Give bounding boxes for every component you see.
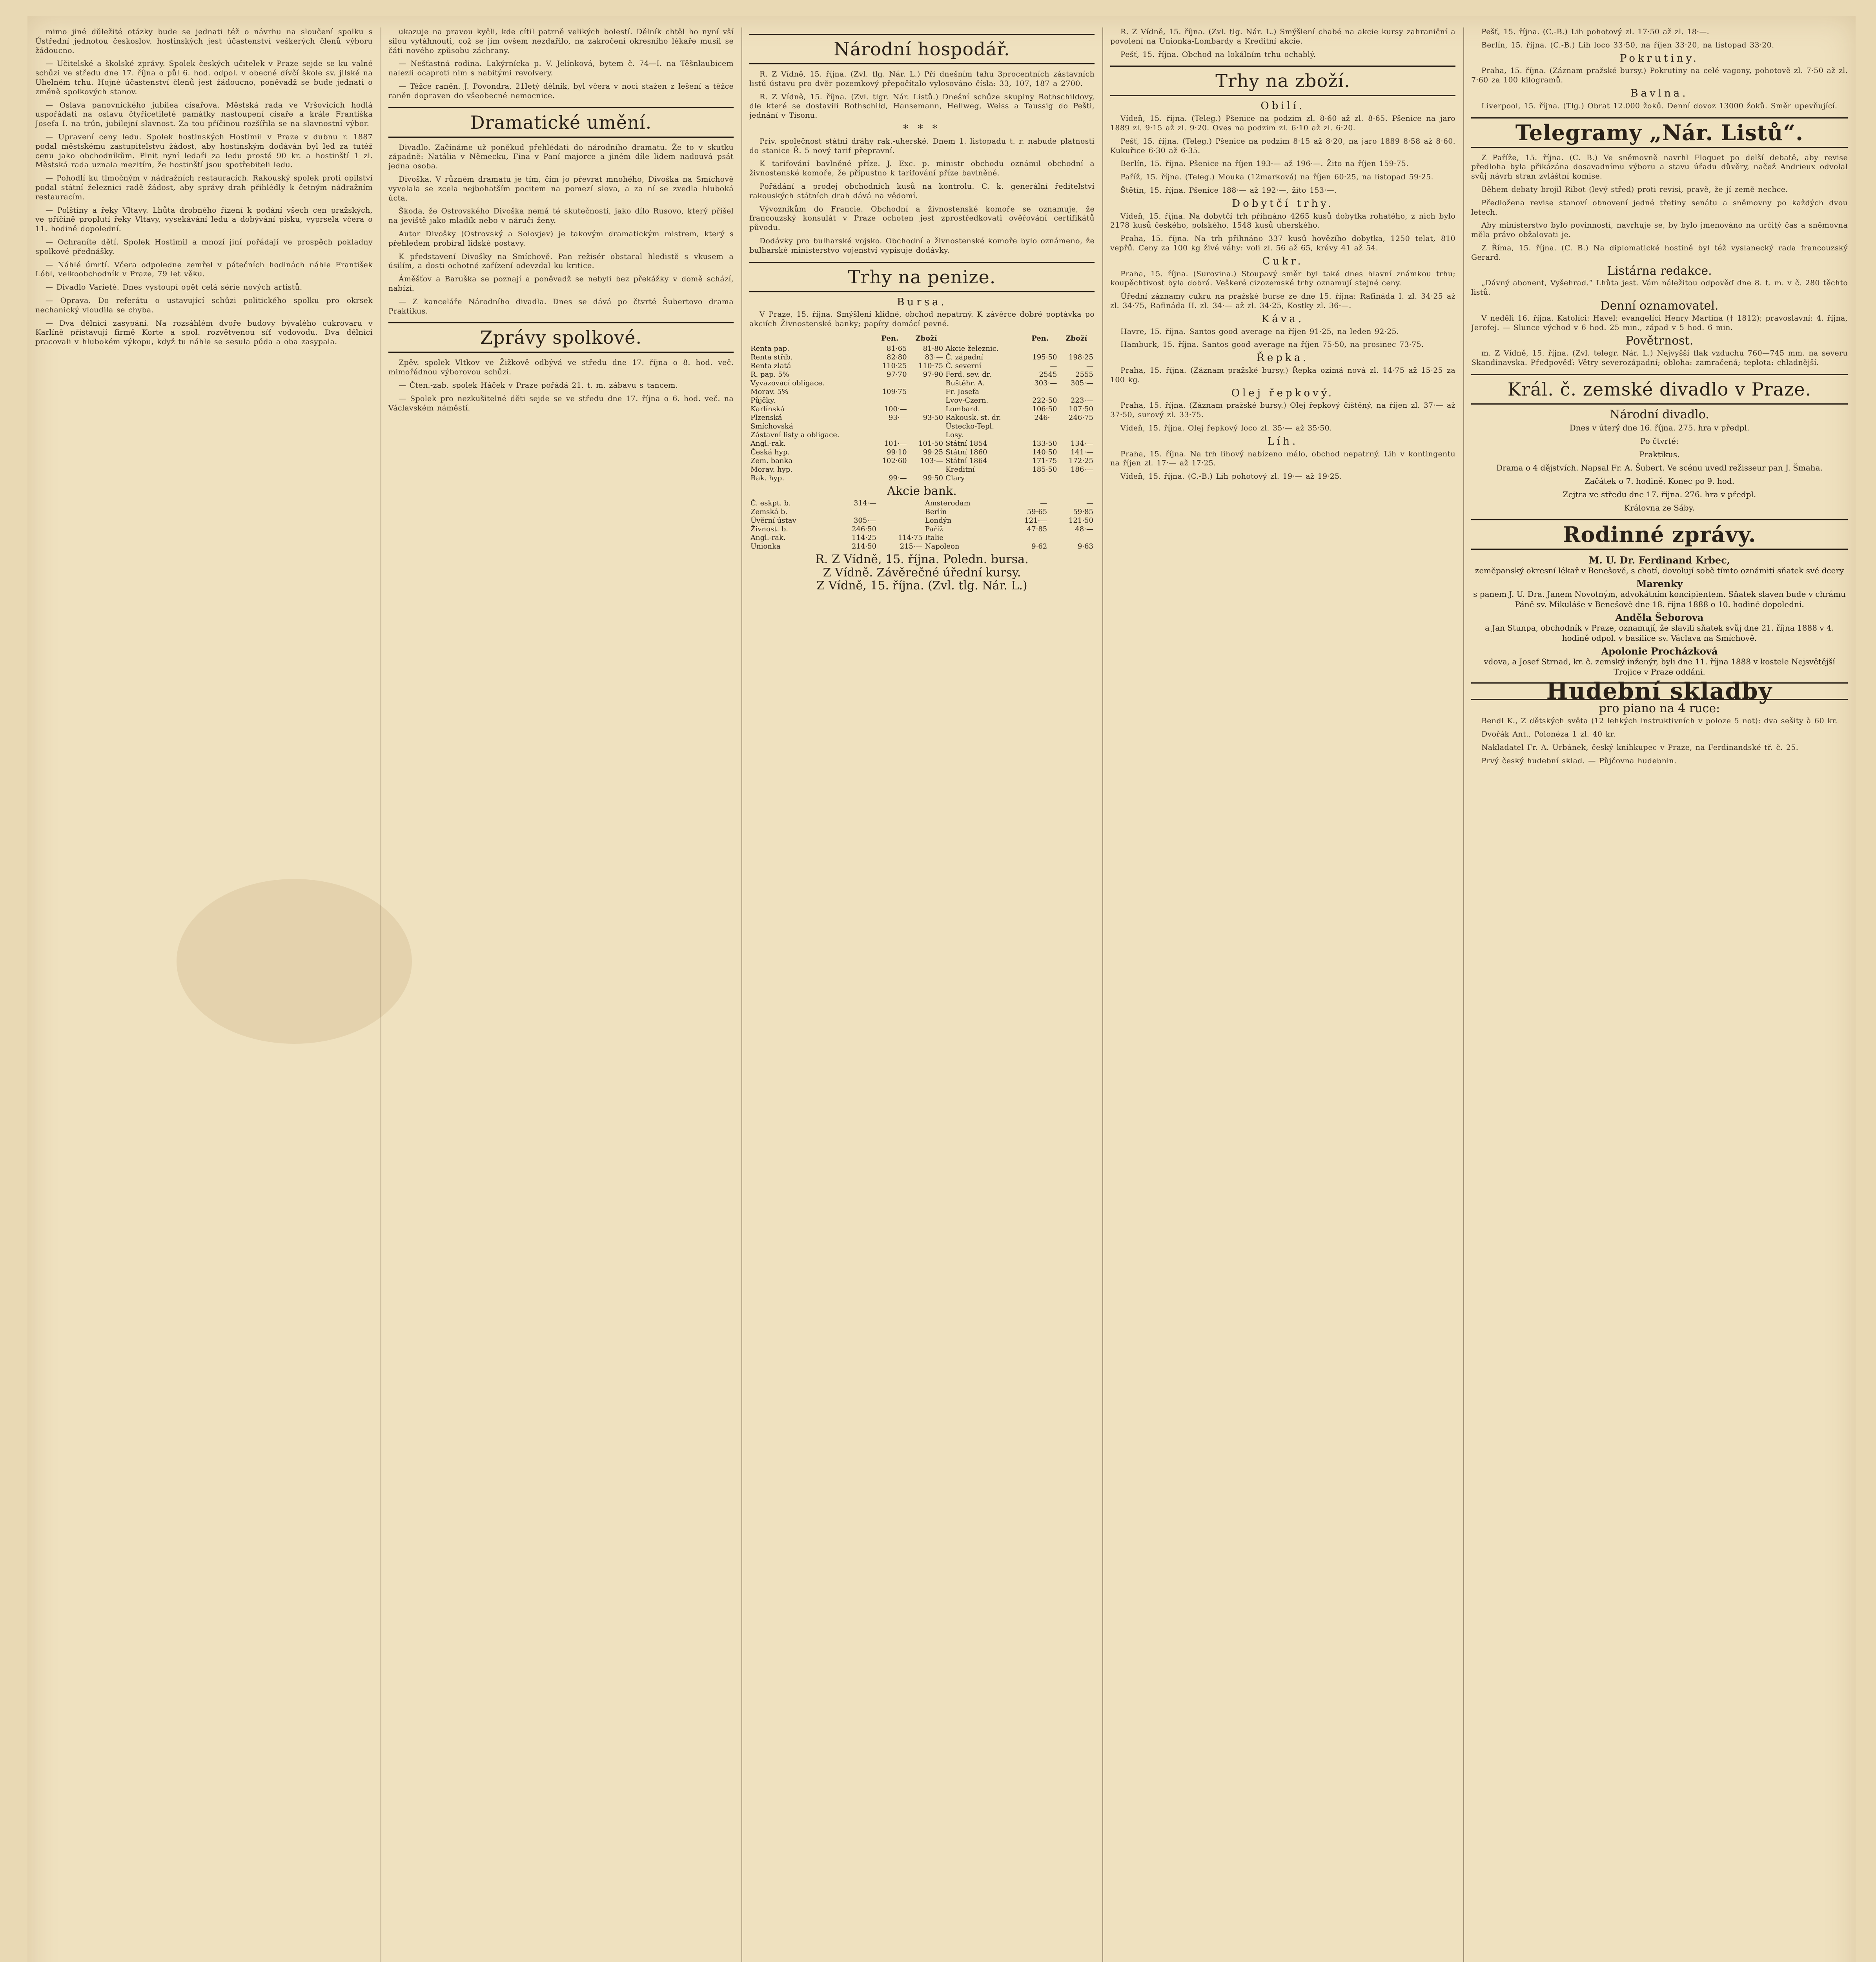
article-paragraph: „Dávný abonent, Vyšehrad.“ Lhůta jest. Vám náležitou odpověď dne 8. t. m. v č. 280 těchto listů. (1471, 279, 1848, 297)
table-cell: 121·50 (1069, 516, 1093, 525)
table-cell (1058, 431, 1095, 439)
table-cell: Č. severní (945, 361, 982, 370)
article-paragraph: R. Z Vídně, 15. října. (Zvl. tlg. Nár. L.) Smýšlení chabé na akcie kursy zahraniční a povolení na Unionka-Lombardy a Kreditní akcie. (1110, 27, 1455, 46)
article-paragraph: — Nešťastná rodina. Lakýrnícka p. V. Jelínková, bytem č. 74—I. na Těšnlaubicem nalezli ocaproti nim s nabitými revolvery. (388, 59, 734, 78)
table-cell (1022, 474, 1058, 483)
table-cell (831, 508, 878, 516)
table-cell: 223·— (1070, 396, 1093, 405)
table-cell: Karlínská (750, 405, 785, 413)
table-cell: Plzenská (750, 413, 782, 422)
table-row (749, 379, 1095, 388)
article-paragraph: — Oslava panovnického jubilea císařova. Městská rada ve Vršovicích hodlá uspořádati na oslavu čtyřicetileté památky nastoupení císaře a krále Františka Josefa I. na trůn, jubilejní slavnost. Za tou příčinou rozšířila se na slavnostní výbor. (35, 100, 373, 128)
article-paragraph: Štětín, 15. října. Pšenice 188·— až 192·—, žito 153·—. (1120, 186, 1337, 195)
theatre-line: Zejtra ve středu dne 17. října. 276. hra v předpl. (1563, 489, 1756, 499)
table-cell: 106·50 (1032, 405, 1057, 413)
subsection-repka: Řepka. (1257, 352, 1309, 364)
separator-stars: * * * (903, 122, 941, 135)
table-cell: Angl.-rak. (750, 439, 786, 448)
family-notice (1471, 646, 1848, 677)
table-cell: 9·62 (1031, 542, 1047, 551)
article-paragraph: — Náhlé úmrtí. Včera odpoledne zemřel v pátečních hodinách náhle František Lóbl, velkoobchodník v Praze, 79 let věku. (35, 260, 373, 279)
article-paragraph: Liverpool, 15. října. (Tlg.) Obrat 12.000 žoků. Denní dovoz 13000 žoků. Směr upevňující. (1481, 101, 1838, 110)
family-notice (1471, 613, 1848, 643)
table-cell: 99·— (888, 474, 907, 482)
table-row (749, 457, 1095, 465)
notice-text: zeměpanský okresní lékař v Benešově, s chotí, dovolují sobě tímto oznámiti sňatek své dcery (1475, 565, 1844, 575)
table-cell: 100·— (884, 405, 907, 413)
table-row (749, 508, 1095, 516)
table-cell: Č. západní (945, 353, 984, 361)
table-cell (872, 431, 908, 439)
table-cell (872, 379, 908, 388)
table-cell: 2545 (1039, 370, 1057, 379)
article-paragraph: R. Z Vídně, 15. října. (Zvl. tlg. Nár. L.) Při dnešním tahu 3procentních zástavních listů ústavu pro dvěr pozemkový přepočítalo vylosováno čísla: 33, 107, 187 a 2700. (749, 70, 1095, 88)
table-cell: 59·65 (1027, 507, 1047, 516)
subsection-bursa: Bursa. (897, 296, 947, 308)
table-cell: 246·50 (852, 525, 877, 533)
table-row (749, 414, 1095, 422)
table-cell (1022, 431, 1058, 439)
table-cell: 101·— (884, 439, 907, 448)
table-cell: 109·75 (882, 387, 907, 396)
table-cell: — (1086, 499, 1093, 507)
section-title-povetrnost: Povětrnost. (1625, 334, 1694, 348)
subsection-cukr: Cukr. (1262, 255, 1304, 267)
column-1 (35, 27, 373, 1962)
article-paragraph: — Těžce raněn. J. Povondra, 21letý dělník, byl včera v noci stažen z lešení a těžce raněn dopraven do všeobecné nemocnice. (388, 82, 734, 100)
table-cell: 172·25 (1069, 456, 1093, 465)
article-paragraph: — Pohodlí ku tlmočným v nádražních restauracích. Rakouský spolek proti opilství podal státní železnici radě žádost, aby správy drah přihlédly k četným nádražním restauracím. (35, 174, 373, 201)
table-cell: 82·80 (887, 353, 907, 361)
notice-name: Marenky (1636, 578, 1683, 589)
table-cell: 97·90 (923, 370, 943, 379)
article-paragraph: V neděli 16. října. Katolíci: Havel; evangelíci Henry Martina († 1812); pravoslavní: 4. října, Jerofej. — Slunce východ v 6 hod. 25 min., západ v 5 hod. 6 min. (1471, 314, 1848, 332)
table-cell: Amsterodam (925, 499, 971, 507)
table-cell: 114·25 (852, 533, 877, 542)
table-row (749, 534, 1095, 542)
table-cell: Vyvazovací obligace. (750, 379, 825, 387)
table-cell (878, 499, 924, 508)
table-cell (1058, 422, 1095, 431)
table-cell: 133·50 (1032, 439, 1057, 448)
table-cell: Renta pap. (750, 344, 789, 353)
article-paragraph: Divadlo. Začínáme už poněkud přehlédati do národního dramatu. Že to v skutku západně: Natália v Německu, Fina v Paní majorce a jiném díle lidem nadouvá psát jedna osoba. (388, 143, 734, 171)
table-header-cell (944, 333, 1022, 345)
table-cell: Italie (925, 533, 943, 542)
table-cell: Č. eskpt. b. (750, 499, 791, 507)
table-cell (1058, 388, 1095, 396)
table-cell: Unionka (750, 542, 781, 551)
table-cell: Losy. (945, 430, 963, 439)
table-cell: Morav. 5% (750, 387, 789, 396)
table-cell: 305·— (1070, 379, 1093, 387)
table-cell: 314·— (853, 499, 877, 507)
table-cell: Renta zlatá (750, 361, 791, 370)
table-cell (908, 396, 945, 405)
article-paragraph: Divoška. V různém dramatu je tím, čím jo převrat mnohého, Divoška na Smíchově vyvolala se zcela nejbohatším pocitem na pomezí slova, a za ní se zvedla hluboká úcta. (388, 175, 734, 202)
table-row (749, 516, 1095, 525)
article-paragraph: ukazuje na pravou kyčli, kde cítil patrně velikých bolestí. Dělník chtěl ho nyní vší silou vytáhnouti, což se jim ovšem nezdařilo, na zakročení okresního lékaře musil se čáti nového způsobu záchrany. (388, 27, 734, 55)
article-paragraph: K představení Divošky na Smíchově. Pan režisér obstaral hledistě s vkusem a úsilím, a dosti ochotné zařízení odevzdal ku kritice. (388, 252, 734, 270)
article-paragraph: Z Paříže, 15. října. (C. B.) Ve sněmovně navrhl Floquet po delší debatě, aby revise předloha byla přikázána dosavadnímu výboru a stavu úřadu důvěry, načež Andrieux odvolal svůj návrh stran zvláštní komise. (1471, 153, 1848, 181)
article-paragraph: R. Z Vídně, 15. října. (Zvl. tlgr. Nár. Listů.) Dnešní schůze skupiny Rothschildovy, dle které se dostavili Rothschild, Hansemann, Hellweg, Weiss a Taussig do Pešti, jednání v Tisonu. (749, 92, 1095, 120)
newspaper-page (27, 16, 1856, 1962)
article-paragraph: Z Říma, 15. října. (C. B.) Na diplomatické hostině byl též vyslanecký rada francouzský Gerard. (1471, 243, 1848, 262)
table-cell: 81·80 (923, 344, 943, 353)
table-cell: — (1086, 361, 1093, 370)
table-cell: Morav. hyp. (750, 465, 793, 474)
table-cell: 246·— (1034, 413, 1057, 422)
table-cell: 102·60 (882, 456, 907, 465)
table-cell: Zem. banka (750, 456, 793, 465)
section-title-listarna: Listárna redakce. (1607, 264, 1712, 278)
section-title-telegramy: Telegramy „Nár. Listů“. (1471, 117, 1848, 148)
article-paragraph: Praha, 15. října. (Záznam pražské bursy.) Olej řepkový čištěný, na říjen zl. 37·— až 37·50, surový zl. 33·75. (1110, 401, 1455, 419)
article-paragraph: — Dva dělníci zasypáni. Na rozsáhlém dvoře budovy bývalého cukrovaru v Karlíně přistavují firmě Korte a spol. rozvětvenou síť vodovodu. Dva dělníci pracovali v hlubokém výkopu, když tu náhle se sesula půda a oba zasypala. (35, 319, 373, 346)
table-cell: Ferd. sev. dr. (945, 370, 992, 379)
table-cell: 93·— (888, 413, 907, 422)
article-paragraph: Praha, 15. října. Na trh lihový nabízeno málo, obchod nepatrný. Lih v kontingentu na říjen zl. 17·— až 17·25. (1110, 449, 1455, 468)
table-cell: 99·10 (887, 448, 907, 456)
table-cell: 222·50 (1032, 396, 1057, 405)
column-2 (388, 27, 734, 1962)
table-cell: 198·25 (1069, 353, 1093, 361)
market-table-prague (749, 333, 1095, 483)
table-cell: Londýn (925, 516, 952, 525)
market-report-heading: Z Vídně. Závěrečné úřední kursy. (823, 565, 1021, 580)
table-cell: Živnost. b. (750, 525, 789, 533)
article-paragraph: Pořádání a prodej obchodních kusů na kontrolu. C. k. generální ředitelství rakouských státních drah dává na vědomí. (749, 182, 1095, 200)
table-cell (908, 422, 945, 431)
theatre-line: Drama o 4 dějstvích. Napsal Fr. A. Šubert. Ve scénu uvedl režisseur pan J. Šmaha. (1496, 463, 1823, 472)
table-row (749, 422, 1095, 431)
table-cell: 110·25 (882, 361, 907, 370)
article-paragraph: — Oprava. Do referátu o ustavující schůzi politického spolku pro okrsek nechanický vloudila se chyba. (35, 296, 373, 314)
article-paragraph: — Učitelské a školské zprávy. Spolek českých učitelek v Praze sejde se ku valné schůzi ve středu dne 17. října o půl 6. hod. odpol. v obecné dívčí škole sv. jilské na Uhelném trhu. Hojné účastenství členů jest žádoucno, poněvadž se bude jednati o změně spolkových stanov. (35, 59, 373, 96)
table-cell (908, 405, 945, 414)
table-cell: Česká hyp. (750, 448, 790, 456)
table-row (749, 439, 1095, 448)
article-paragraph: Během debaty brojil Ribot (levý střed) proti revisi, pravě, že jí země nechce. (1481, 185, 1788, 194)
table-cell: 185·50 (1032, 465, 1057, 474)
table-row (749, 542, 1095, 551)
table-cell (872, 465, 908, 474)
notice-name: Apolonie Procházková (1601, 645, 1718, 657)
table-cell: Renta stříb. (750, 353, 793, 361)
section-title-trhy-na-penize: Trhy na penize. (749, 262, 1095, 292)
table-cell: Zemská b. (750, 507, 788, 516)
table-cell: Lombard. (945, 405, 980, 413)
table-cell (1058, 345, 1095, 353)
table-cell: 171·75 (1032, 456, 1057, 465)
column-5 (1471, 27, 1848, 1962)
article-paragraph: Pešť, 15. října. Obchod na lokálním trhu ochablý. (1120, 50, 1316, 59)
subsection-akcie-bank: Akcie bank. (887, 484, 957, 498)
article-paragraph: — Polštiny a řeky Vltavy. Lhůta drobného řízení k podání všech cen pražských, ve příčině proplutí řeky Vltavy, vysekávání ledu a dobývání písku, vyprsela včera o 11. hodině dopolední. (35, 206, 373, 233)
table-cell: 93·50 (923, 413, 943, 422)
bursa-intro: V Praze, 15. října. Smýšlení klidné, obchod nepatrný. K závěrce dobré poptávka po akciích Živnostenské banky; papíry domácí pevné. (749, 310, 1095, 328)
column-rule (1102, 27, 1103, 1962)
article-paragraph: mimo jiné důležité otázky bude se jednati též o návrhu na sloučení spolku s Ústřední jednotou českoslov. hostinských jest účastenství veškerých členů výboru žádoucno. (35, 27, 373, 55)
table-row (749, 396, 1095, 405)
article-paragraph: Vídeň, 15. října. (Teleg.) Pšenice na podzim zl. 8·60 až zl. 8·65. Pšenice na jaro 1889 zl. 9·15 až zl. 9·20. Oves na podzim zl. 6·10 až zl. 6·20. (1110, 114, 1455, 132)
table-cell: Smíchovská (750, 422, 793, 430)
table-cell: Berlín (925, 507, 947, 516)
family-notice (1471, 555, 1848, 576)
article-paragraph: Aby ministerstvo bylo povinností, navrhuje se, by bylo jmenováno na určitý čas a sněmovna měla právo obžalovati je. (1471, 221, 1848, 239)
table-cell: Rak. hyp. (750, 474, 785, 482)
table-cell: 110·75 (918, 361, 943, 370)
article-paragraph: — Z kanceláře Národního divadla. Dnes se dává po čtvrté Šubertovo drama Praktikus. (388, 297, 734, 315)
market-report-heading: Z Vídně, 15. října. (Zvl. tlg. Nár. L.) (816, 579, 1027, 593)
table-cell: Zástavní listy a obligace. (750, 430, 840, 439)
column-rule (741, 27, 742, 1962)
subsection-pokrutiny: Pokrutiny. (1619, 52, 1699, 64)
table-cell: 59·85 (1073, 507, 1093, 516)
table-cell: Kreditní (945, 465, 975, 474)
table-cell: Paříž (925, 525, 943, 533)
table-cell (908, 379, 945, 388)
table-cell: Rakousk. st. dr. (945, 413, 1001, 422)
table-cell (878, 508, 924, 516)
table-cell: Angl.-rak. (750, 533, 786, 542)
ad-line: Prvý český hudební sklad. — Půjčovna hudebnin. (1481, 756, 1677, 765)
table-cell (1022, 345, 1058, 353)
table-cell: 246·75 (1069, 413, 1093, 422)
ad-title-hudebni-skladby: Hudební skladby (1471, 682, 1848, 700)
article-paragraph: Vídeň, 15. října. Olej řepkový loco zl. 35·— až 35·50. (1120, 423, 1332, 432)
notice-text: vdova, a Josef Strnad, kr. č. zemský inženýr, byli dne 11. října 1888 v kostele Nejsvětější Trojice v Praze oddáni. (1484, 656, 1835, 676)
column-4 (1110, 27, 1455, 1962)
table-cell: Státní 1860 (945, 448, 987, 456)
section-title-dramaticke-umeni: Dramatické umění. (388, 107, 734, 138)
subsection-lih: Líh. (1267, 435, 1299, 447)
table-row (749, 465, 1095, 474)
subsection-kava: Káva. (1261, 313, 1304, 325)
theatre-line: Dnes v úterý dne 16. října. 275. hra v předpl. (1569, 423, 1750, 432)
article-paragraph: Úřední záznamy cukru na pražské burse ze dne 15. října: Rafináda I. zl. 34·25 až zl. 34·75, Rafináda II. zl. 34·— až zl. 34·25, Kostky zl. 36·—. (1110, 292, 1455, 310)
table-row (749, 370, 1095, 379)
table-cell (1048, 534, 1095, 542)
table-header-cell: Zboží (915, 334, 937, 343)
table-cell: 134·— (1070, 439, 1093, 448)
article-paragraph: — Čten.-zab. spolek Háček v Praze pořádá 21. t. m. zábavu s tancem. (399, 381, 678, 390)
subsection-narodni-divadlo: Národní divadlo. (1610, 407, 1709, 421)
table-row (749, 431, 1095, 439)
table-cell: 303·— (1034, 379, 1057, 387)
table-cell (872, 396, 908, 405)
table-cell: R. pap. 5% (750, 370, 789, 379)
table-row (749, 345, 1095, 353)
section-title-denni-oznamovatel: Denní oznamovatel. (1600, 299, 1719, 313)
subsection-bavlna: Bavlna. (1630, 87, 1688, 99)
table-cell: 215·— (900, 542, 923, 551)
article-paragraph: K tarifování bavlněné příze. J. Exc. p. ministr obchodu oznámil obchodní a živnostenské komoře, že přípustno k tarifování příze bavlněné. (749, 159, 1095, 178)
table-row (749, 525, 1095, 534)
table-cell: 195·50 (1032, 353, 1057, 361)
table-cell: Buštěhr. A. (945, 379, 985, 387)
article-paragraph: — Upravení ceny ledu. Spolek hostinských Hostimil v Praze v dubnu r. 1887 podal městskému zastupitelstvu žádost, aby hostinským dodáván byl led za tutéž cenu jako obchodníkům. Plnit nyní ledaři za ledu prosté 90 kr. a hostinští 1 zl. Městská rada uznala mezitím, že hostinští jsou spotřebiteli ledu. (35, 132, 373, 170)
table-cell (1005, 534, 1048, 542)
table-cell: 186·— (1070, 465, 1093, 474)
article-paragraph: Škoda, že Ostrovského Divoška nemá té skutečnosti, jako dílo Rusovo, který přišel na jeviště jako mladík nebo v náruči ženy. (388, 207, 734, 225)
table-cell: 2555 (1075, 370, 1093, 379)
table-cell: Clary (945, 474, 965, 482)
article-paragraph: — Divadlo Varieté. Dnes vystoupí opět celá série nových artistů. (46, 283, 302, 292)
table-cell: 97·70 (887, 370, 907, 379)
article-paragraph: Praha, 15. října. (Záznam pražské bursy.) Pokrutiny na celé vagony, pohotově zl. 7·50 až zl. 7·60 za 100 kilogramů. (1471, 66, 1848, 85)
column-3 (749, 27, 1095, 1962)
article-paragraph: — Spolek pro nezkušitelné děti sejde se ve středu dne 17. října o 6. hod. več. na Václavském náměstí. (388, 394, 734, 412)
section-title-divadlo: Král. č. zemské divadlo v Praze. (1471, 374, 1848, 405)
article-paragraph: Berlín, 15. října. (C.-B.) Lih loco 33·50, na říjen 33·20, na listopad 33·20. (1481, 40, 1774, 49)
theatre-line: Po čtvrté: (1640, 436, 1679, 446)
article-paragraph: Berlín, 15. října. Pšenice na říjen 193·— až 196·—. Žito na říjen 159·75. (1120, 159, 1409, 168)
article-paragraph: Áměšťov a Baruška se poznají a poněvadž se nebyli bez překážky v domě schází, nabízí. (388, 275, 734, 293)
notice-text: a Jan Stunpa, obchodník v Praze, oznamují, že slavili sňatek svůj dne 21. října 1888 v 4. hodině odpol. v basilice sv. Václava na Smíchově. (1484, 623, 1834, 643)
table-header-cell (749, 333, 872, 345)
subsection-dobytci-trhy: Dobytčí trhy. (1232, 197, 1334, 210)
article-paragraph: Paříž, 15. října. (Teleg.) Mouka (12marková) na říjen 60·25, na listopad 59·25. (1120, 173, 1433, 182)
table-cell (1058, 474, 1095, 483)
table-cell: Fr. Josefa (945, 387, 979, 396)
article-paragraph: Pešť, 15. října. (C.-B.) Lih pohotový zl. 17·50 až zl. 18·—. (1481, 27, 1710, 36)
table-cell: 103·— (920, 456, 943, 465)
article-paragraph: Zpěv. spolek Vltkov ve Žižkově odbývá ve středu dne 17. října o 8. hod. več. mimořádnou výborovou schůzi. (388, 358, 734, 377)
table-cell: 214·50 (852, 542, 877, 551)
article-paragraph: Předložena revise stanoví obnovení jedné třetiny senátu a sněmovny po každých dvou letech. (1471, 198, 1848, 217)
article-paragraph: Vídeň, 15. října. (C.-B.) Lih pohotový zl. 19·— až 19·25. (1120, 472, 1342, 481)
section-title-rodinne-zpravy: Rodinné zprávy. (1471, 519, 1848, 550)
table-cell: Napoleon (925, 542, 960, 551)
theatre-line: Praktikus. (1639, 449, 1680, 459)
market-report-heading: R. Z Vídně, 15. října. Poledn. bursa. (815, 552, 1029, 566)
table-cell: 48·— (1075, 525, 1093, 533)
table-cell: Ústecko-Tepl. (945, 422, 994, 430)
theatre-line: Začátek o 7. hodině. Konec po 9. hod. (1584, 476, 1735, 486)
article-paragraph: Praha, 15. října. Na trh přihnáno 337 kusů hovězího dobytka, 1250 telat, 810 vepřů. Ceny za 100 kg živé váhy: voli zl. 56 až 65, krávy 41 až 54. (1110, 234, 1455, 252)
table-cell (908, 465, 945, 474)
section-title-trhy-na-zbozi: Trhy na zboží. (1110, 66, 1455, 96)
ad-subtitle: pro piano na 4 ruce: (1599, 702, 1720, 716)
table-cell: Státní 1854 (945, 439, 987, 448)
article-paragraph: Praha, 15. října. (Záznam pražské bursy.) Řepka ozimá nová zl. 14·75 až 15·25 za 100 kg. (1110, 366, 1455, 384)
table-cell: — (1050, 361, 1057, 370)
notice-text: s panem J. U. Dra. Janem Novotným, advokátním koncipientem. Sňatek slaven bude v chrámu Páně sv. Mikuláše v Benešově dne 18. října 1888 o 10. hodině dopolední. (1473, 589, 1846, 609)
column-rule (1463, 27, 1464, 1962)
article-paragraph: Vídeň, 15. října. Na dobytčí trh přihnáno 4265 kusů dobytka rohatého, z nich bylo 2178 kusů českého, polského, 1548 kusů uherského. (1110, 212, 1455, 230)
table-cell: 305·— (853, 516, 877, 525)
table-cell: Akcie železnic. (945, 344, 999, 353)
table-row (749, 388, 1095, 396)
article-paragraph: Praha, 15. října. (Surovina.) Stoupavý směr byl také dnes hlavní známkou trhu; koupěchtivost byla dobrá. Veškeré cizozemské trhy oznamují stejné ceny. (1110, 269, 1455, 288)
table-cell (908, 431, 945, 439)
table-header-cell: Pen. (881, 334, 899, 343)
article-paragraph: Vývozníkům do Francie. Obchodní a živnostenské komoře se oznamuje, že francouzský konsulát v Praze ochoten jest zprostředkovati ověřování certifikátů původu. (749, 204, 1095, 232)
table-row (749, 353, 1095, 362)
table-cell (872, 422, 908, 431)
table-cell: 99·50 (923, 474, 943, 482)
table-cell: 9·63 (1077, 542, 1093, 551)
table-cell (1022, 388, 1058, 396)
table-cell: 140·50 (1032, 448, 1057, 456)
table-cell (1022, 422, 1058, 431)
subsection-obili: Obilí. (1260, 100, 1305, 112)
table-cell: Úvěrní ústav (750, 516, 796, 525)
article-paragraph: Dodávky pro bulharské vojsko. Obchodní a živnostenské komoře bylo oznámeno, že bulharské ministerstvo vojenství vypisuje dodávky. (749, 236, 1095, 255)
subsection-olej: Olej řepkový. (1231, 387, 1335, 399)
table-header-cell: Zboží (1065, 334, 1087, 343)
table-cell: 47·85 (1027, 525, 1047, 533)
table-cell (878, 525, 924, 534)
table-cell: 81·65 (887, 344, 907, 353)
table-row (749, 362, 1095, 370)
article-paragraph: Havre, 15. října. Santos good average na říjen 91·25, na leden 92·25. (1120, 327, 1399, 336)
theatre-line: Královna ze Sáby. (1624, 503, 1695, 512)
table-cell: Státní 1864 (945, 456, 987, 465)
table-header-cell: Pen. (1031, 334, 1049, 343)
table-cell: Půjčky. (750, 396, 776, 405)
table-row (749, 448, 1095, 457)
table-row (749, 474, 1095, 483)
family-notice (1471, 579, 1848, 609)
table-cell (908, 388, 945, 396)
ad-line: Dvořák Ant., Polonéza 1 zl. 40 kr. (1481, 729, 1616, 738)
table-cell: — (1040, 499, 1047, 507)
article-paragraph: Pešť, 15. října. (Teleg.) Pšenice na podzim 8·15 až 8·20, na jaro 1889 8·58 až 8·60. Kukuřice 6·30 až 6·35. (1110, 137, 1455, 155)
table-cell: 107·50 (1069, 405, 1093, 413)
ad-line: Bendl K., Z dětských světa (12 lehkých instruktivních v poloze 5 not): dva sešity à 60 kr. (1481, 717, 1838, 726)
table-cell: 114·75 (898, 533, 923, 542)
table-row (749, 499, 1095, 508)
table-cell: 83·— (925, 353, 943, 361)
article-paragraph: — Ochraníte dětí. Spolek Hostimil a mnozí jiní pořádají ve prospěch pokladny spolkové přednášky. (35, 237, 373, 256)
article-paragraph: Hamburk, 15. října. Santos good average na říjen 75·50, na prosinec 73·75. (1120, 340, 1424, 349)
section-title-zpravy-spolkove: Zprávy spolkové. (388, 322, 734, 353)
table-cell: 141·— (1070, 448, 1093, 456)
section-title-narodni-hospodar: Národní hospodář. (749, 34, 1095, 64)
table-cell: 121·— (1024, 516, 1047, 525)
article-paragraph: Autor Divošky (Ostrovský a Solovjev) je takovým dramatickým mistrem, který s přehledem probíral lidské postavy. (388, 229, 734, 248)
table-cell (878, 516, 924, 525)
table-cell: 99·25 (923, 448, 943, 456)
article-paragraph: m. Z Vídně, 15. října. (Zvl. telegr. Nár. L.) Nejvyšší tlak vzduchu 760—745 mm. na severu Skandinavska. Předpověď: Větry severozápadní; obloha: zamračená; teplota: chladnější. (1471, 349, 1848, 367)
notice-name: Anděla Šeborova (1615, 611, 1704, 623)
market-table-banks (749, 499, 1095, 551)
table-row (749, 405, 1095, 414)
ad-line: Nakladatel Fr. A. Urbánek, český knihkupec v Praze, na Ferdinandské tř. č. 25. (1481, 743, 1799, 752)
table-cell: Lvov-Czern. (945, 396, 989, 405)
article-paragraph: Priv. společnost státní dráhy rak.-uherské. Dnem 1. listopadu t. r. nabude platnosti do stanice Ř. 5 nový tarif přepravní. (749, 137, 1095, 155)
table-cell: 101·50 (918, 439, 943, 448)
notice-name: M. U. Dr. Ferdinand Krbec, (1588, 554, 1730, 566)
